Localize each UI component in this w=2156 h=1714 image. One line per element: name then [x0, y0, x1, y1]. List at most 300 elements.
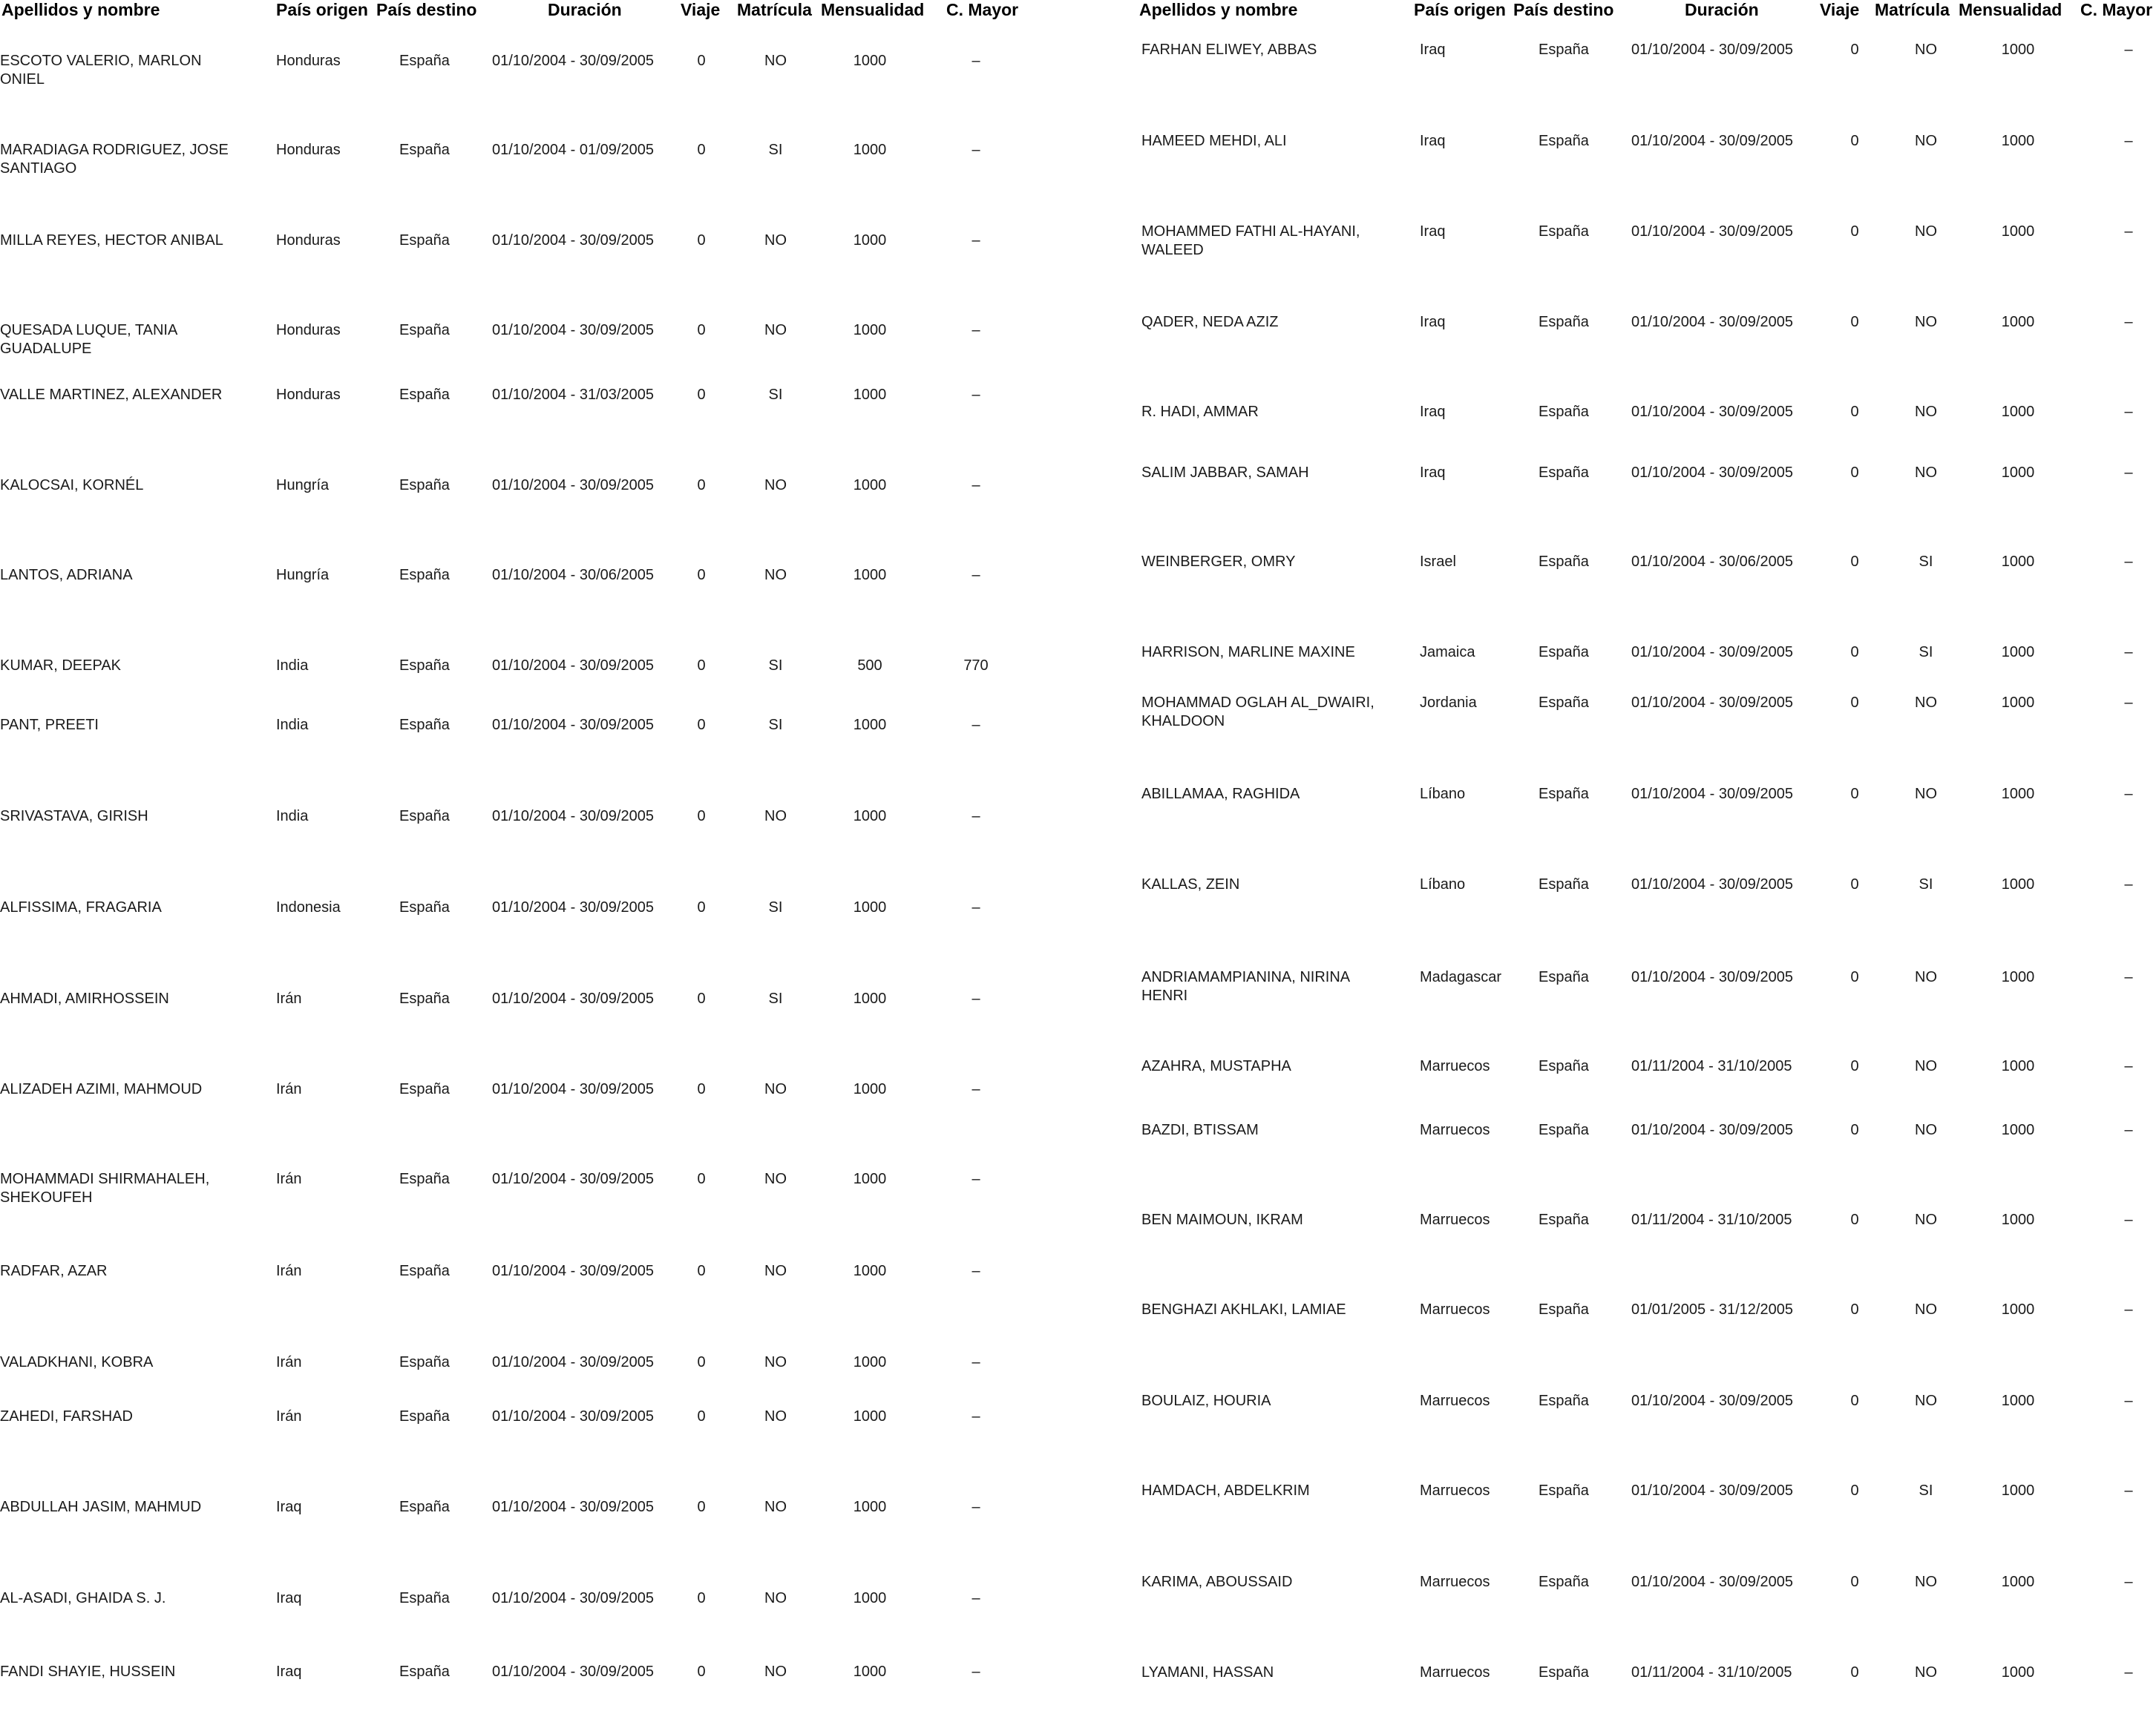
- table-row: [1078, 1121, 2156, 1166]
- cell-dest: España: [1539, 1664, 1589, 1681]
- cell-duration: 01/10/2004 - 30/09/2005: [1631, 133, 1793, 149]
- cell-origin: Honduras: [276, 53, 341, 69]
- header-name: Apellidos y nombre: [1, 0, 160, 19]
- cell-origin: Líbano: [1420, 876, 1466, 893]
- cell-trip: 0: [1850, 969, 1859, 985]
- cell-trip: 0: [1850, 1664, 1859, 1681]
- cell-dest: España: [1539, 223, 1589, 240]
- table-row: [1078, 1573, 2156, 1618]
- table-row: [1078, 403, 2156, 447]
- cell-trip: 0: [1850, 1122, 1859, 1138]
- cell-cmayor: –: [971, 1081, 980, 1097]
- cell-monthly: 1000: [2001, 1058, 2035, 1074]
- cell-dest: España: [399, 1499, 450, 1515]
- cell-dest: España: [1539, 969, 1589, 985]
- cell-monthly: 1000: [853, 1408, 887, 1425]
- cell-monthly: 1000: [2001, 1664, 2035, 1681]
- cell-origin: Marruecos: [1420, 1058, 1490, 1074]
- cell-duration: 01/10/2004 - 30/09/2005: [1631, 1393, 1793, 1409]
- cell-duration: 01/10/2004 - 30/09/2005: [492, 322, 654, 338]
- cell-origin: Iraq: [1420, 314, 1446, 330]
- cell-monthly: 1000: [2001, 464, 2035, 481]
- cell-duration: 01/10/2004 - 30/09/2005: [1631, 1122, 1793, 1138]
- table-row: [1078, 464, 2156, 508]
- cell-dest: España: [399, 717, 450, 733]
- table-row: [1078, 1301, 2156, 1345]
- cell-enrollment: NO: [764, 232, 787, 249]
- cell-name: BOULAIZ, HOURIA: [1141, 1393, 1271, 1409]
- header-trip: Viaje: [1820, 0, 1860, 19]
- cell-trip: 0: [1850, 1393, 1859, 1409]
- cell-enrollment: SI: [768, 899, 783, 916]
- cell-enrollment: NO: [1915, 1212, 1937, 1228]
- cell-enrollment: SI: [1919, 644, 1933, 660]
- cell-trip: 0: [697, 1590, 706, 1606]
- cell-name: AZAHRA, MUSTAPHA: [1141, 1058, 1291, 1074]
- cell-cmayor: –: [971, 1499, 980, 1515]
- cell-origin: Iraq: [1420, 133, 1446, 149]
- cell-origin: Honduras: [276, 142, 341, 158]
- cell-monthly: 1000: [853, 1081, 887, 1097]
- cell-duration: 01/10/2004 - 30/09/2005: [1631, 1482, 1793, 1499]
- cell-dest: España: [399, 808, 450, 824]
- cell-monthly: 1000: [2001, 1301, 2035, 1318]
- cell-name: VALADKHANI, KOBRA: [0, 1354, 154, 1370]
- cell-origin: Hungría: [276, 567, 330, 583]
- table-row: [0, 476, 1078, 521]
- cell-trip: 0: [697, 142, 706, 158]
- cell-dest: España: [1539, 1393, 1589, 1409]
- cell-enrollment: SI: [768, 142, 783, 158]
- cell-name: HAMDACH, ABDELKRIM: [1141, 1482, 1310, 1499]
- cell-cmayor: –: [2124, 464, 2133, 481]
- table-row: [0, 1080, 1078, 1125]
- cell-duration: 01/10/2004 - 30/09/2005: [492, 477, 654, 493]
- cell-cmayor: –: [971, 387, 980, 403]
- cell-cmayor: –: [971, 567, 980, 583]
- cell-dest: España: [1539, 1574, 1589, 1590]
- cell-name: AHMADI, AMIRHOSSEIN: [0, 991, 169, 1007]
- cell-duration: 01/10/2004 - 30/09/2005: [492, 1263, 654, 1279]
- cell-trip: 0: [1850, 464, 1859, 481]
- header-duration: Duración: [548, 0, 622, 19]
- cell-enrollment: NO: [764, 53, 787, 69]
- table-row: [0, 807, 1078, 852]
- cell-dest: España: [399, 232, 450, 249]
- header-monthly: Mensualidad: [1959, 0, 2062, 19]
- cell-trip: 0: [1850, 786, 1859, 802]
- table-row: [1078, 968, 2156, 1013]
- cell-name: HAMEED MEHDI, ALI: [1141, 133, 1287, 149]
- cell-enrollment: NO: [764, 1263, 787, 1279]
- table-row: [0, 1498, 1078, 1543]
- cell-dest: España: [1539, 464, 1589, 481]
- cell-enrollment: NO: [1915, 1574, 1937, 1590]
- cell-dest: España: [1539, 1058, 1589, 1074]
- table-row: [0, 899, 1078, 943]
- cell-dest: España: [399, 1354, 450, 1370]
- cell-enrollment: NO: [1915, 1122, 1937, 1138]
- cell-dest: España: [399, 477, 450, 493]
- cell-origin: Hungría: [276, 477, 330, 493]
- cell-dest: España: [399, 657, 450, 674]
- cell-name: AL-ASADI, GHAIDA S. J.: [0, 1590, 166, 1606]
- cell-trip: 0: [697, 387, 706, 403]
- cell-dest: España: [399, 567, 450, 583]
- cell-duration: 01/10/2004 - 30/09/2005: [492, 808, 654, 824]
- cell-origin: Irán: [276, 1263, 302, 1279]
- cell-name: MARADIAGA RODRIGUEZ, JOSE SANTIAGO: [0, 142, 229, 177]
- cell-name: ABILLAMAA, RAGHIDA: [1141, 786, 1300, 802]
- header-duration: Duración: [1685, 0, 1759, 19]
- cell-trip: 0: [1850, 42, 1859, 58]
- cell-origin: India: [276, 717, 309, 733]
- cell-dest: España: [399, 1590, 450, 1606]
- cell-monthly: 1000: [2001, 786, 2035, 802]
- cell-cmayor: –: [971, 1590, 980, 1606]
- cell-duration: 01/10/2004 - 30/09/2005: [492, 1499, 654, 1515]
- cell-name: ZAHEDI, FARSHAD: [0, 1408, 133, 1425]
- cell-duration: 01/10/2004 - 30/09/2005: [1631, 969, 1793, 985]
- cell-dest: España: [1539, 1301, 1589, 1318]
- cell-cmayor: –: [971, 477, 980, 493]
- cell-enrollment: NO: [1915, 404, 1937, 420]
- header-cmayor: C. Mayor: [946, 0, 1019, 19]
- cell-origin: Líbano: [1420, 786, 1466, 802]
- cell-dest: España: [399, 899, 450, 916]
- cell-duration: 01/10/2004 - 30/09/2005: [492, 1171, 654, 1187]
- cell-dest: España: [399, 1171, 450, 1187]
- cell-monthly: 1000: [2001, 969, 2035, 985]
- cell-trip: 0: [1850, 1574, 1859, 1590]
- table-row: [0, 141, 1078, 185]
- cell-monthly: 1000: [2001, 223, 2035, 240]
- cell-duration: 01/10/2004 - 30/09/2005: [492, 1590, 654, 1606]
- cell-duration: 01/10/2004 - 30/09/2005: [492, 1664, 654, 1680]
- cell-monthly: 1000: [853, 1263, 887, 1279]
- cell-duration: 01/10/2004 - 30/09/2005: [492, 1354, 654, 1370]
- cell-trip: 0: [697, 322, 706, 338]
- cell-trip: 0: [697, 1171, 706, 1187]
- cell-origin: Jamaica: [1420, 644, 1475, 660]
- header-origin: País origen: [1414, 0, 1506, 19]
- cell-dest: España: [399, 142, 450, 158]
- cell-monthly: 1000: [853, 1354, 887, 1370]
- cell-cmayor: –: [971, 899, 980, 916]
- cell-cmayor: –: [2124, 786, 2133, 802]
- cell-origin: Irán: [276, 1408, 302, 1425]
- table-row: [0, 386, 1078, 430]
- table-row: [0, 321, 1078, 366]
- cell-duration: 01/10/2004 - 30/09/2005: [1631, 1574, 1793, 1590]
- table-row: [0, 232, 1078, 276]
- table-row: [1078, 41, 2156, 85]
- cell-trip: 0: [697, 717, 706, 733]
- cell-name: BENGHAZI AKHLAKI, LAMIAE: [1141, 1301, 1346, 1318]
- cell-cmayor: –: [2124, 1122, 2133, 1138]
- cell-dest: España: [399, 322, 450, 338]
- cell-monthly: 1000: [2001, 554, 2035, 570]
- cell-monthly: 500: [857, 657, 882, 674]
- cell-monthly: 1000: [853, 808, 887, 824]
- cell-monthly: 1000: [2001, 1574, 2035, 1590]
- cell-origin: Marruecos: [1420, 1393, 1490, 1409]
- cell-monthly: 1000: [853, 567, 887, 583]
- cell-cmayor: –: [2124, 1664, 2133, 1681]
- cell-enrollment: SI: [768, 657, 783, 674]
- cell-duration: 01/10/2004 - 30/09/2005: [492, 232, 654, 249]
- cell-cmayor: –: [2124, 1482, 2133, 1499]
- cell-dest: España: [1539, 644, 1589, 660]
- cell-cmayor: –: [2124, 644, 2133, 660]
- table-row: [1078, 553, 2156, 597]
- cell-trip: 0: [697, 477, 706, 493]
- table-row: [1078, 1392, 2156, 1436]
- cell-cmayor: –: [2124, 133, 2133, 149]
- cell-enrollment: NO: [1915, 1058, 1937, 1074]
- cell-name: QUESADA LUQUE, TANIA GUADALUPE: [0, 322, 177, 357]
- cell-name: ALIZADEH AZIMI, MAHMOUD: [0, 1081, 203, 1097]
- cell-monthly: 1000: [853, 1499, 887, 1515]
- table-row: [1078, 132, 2156, 177]
- cell-trip: 0: [1850, 404, 1859, 420]
- cell-origin: Marruecos: [1420, 1212, 1490, 1228]
- cell-cmayor: –: [971, 322, 980, 338]
- cell-trip: 0: [1850, 876, 1859, 893]
- cell-dest: España: [1539, 404, 1589, 420]
- cell-cmayor: –: [2124, 223, 2133, 240]
- cell-cmayor: –: [2124, 969, 2133, 985]
- cell-cmayor: –: [2124, 695, 2133, 711]
- cell-trip: 0: [1850, 314, 1859, 330]
- table-row: [1078, 876, 2156, 920]
- cell-cmayor: –: [2124, 1301, 2133, 1318]
- cell-monthly: 1000: [2001, 314, 2035, 330]
- cell-trip: 0: [697, 1664, 706, 1680]
- cell-duration: 01/10/2004 - 30/09/2005: [1631, 695, 1793, 711]
- cell-trip: 0: [697, 808, 706, 824]
- cell-monthly: 1000: [853, 717, 887, 733]
- cell-duration: 01/10/2004 - 30/09/2005: [492, 899, 654, 916]
- cell-duration: 01/01/2005 - 31/12/2005: [1631, 1301, 1793, 1318]
- cell-name: BAZDI, BTISSAM: [1141, 1122, 1259, 1138]
- cell-monthly: 1000: [2001, 1122, 2035, 1138]
- cell-monthly: 1000: [2001, 695, 2035, 711]
- cell-cmayor: –: [971, 1354, 980, 1370]
- cell-origin: Israel: [1420, 554, 1456, 570]
- cell-dest: España: [399, 1664, 450, 1680]
- table-row: [0, 1262, 1078, 1307]
- cell-enrollment: NO: [1915, 969, 1937, 985]
- cell-cmayor: –: [2124, 314, 2133, 330]
- table-row: [1078, 1057, 2156, 1102]
- cell-enrollment: NO: [764, 1664, 787, 1680]
- cell-name: HARRISON, MARLINE MAXINE: [1141, 644, 1355, 660]
- cell-name: KUMAR, DEEPAK: [0, 657, 121, 674]
- cell-origin: Marruecos: [1420, 1122, 1490, 1138]
- cell-dest: España: [399, 991, 450, 1007]
- cell-duration: 01/10/2004 - 30/09/2005: [492, 53, 654, 69]
- cell-enrollment: NO: [764, 1408, 787, 1425]
- cell-monthly: 1000: [853, 232, 887, 249]
- cell-cmayor: –: [971, 232, 980, 249]
- cell-enrollment: NO: [764, 322, 787, 338]
- cell-origin: Iraq: [1420, 464, 1446, 481]
- cell-name: PANT, PREETI: [0, 717, 99, 733]
- cell-dest: España: [399, 1408, 450, 1425]
- cell-duration: 01/10/2004 - 30/06/2005: [492, 567, 654, 583]
- cell-name: FARHAN ELIWEY, ABBAS: [1141, 42, 1317, 58]
- cell-origin: India: [276, 808, 309, 824]
- cell-origin: Jordania: [1420, 695, 1477, 711]
- cell-enrollment: NO: [764, 1590, 787, 1606]
- header-dest: País destino: [1513, 0, 1614, 19]
- cell-origin: Marruecos: [1420, 1301, 1490, 1318]
- cell-cmayor: –: [2124, 404, 2133, 420]
- cell-name: WEINBERGER, OMRY: [1141, 554, 1296, 570]
- cell-enrollment: NO: [764, 477, 787, 493]
- table-row: [1078, 694, 2156, 738]
- cell-trip: 0: [697, 1499, 706, 1515]
- cell-trip: 0: [1850, 223, 1859, 240]
- cell-name: QADER, NEDA AZIZ: [1141, 314, 1279, 330]
- cell-duration: 01/10/2004 - 31/03/2005: [492, 387, 654, 403]
- cell-duration: 01/10/2004 - 30/09/2005: [1631, 404, 1793, 420]
- cell-trip: 0: [697, 232, 706, 249]
- cell-cmayor: –: [971, 53, 980, 69]
- cell-name: KALLAS, ZEIN: [1141, 876, 1240, 893]
- table-row: [0, 1589, 1078, 1634]
- cell-dest: España: [399, 387, 450, 403]
- cell-trip: 0: [697, 1081, 706, 1097]
- cell-trip: 0: [697, 53, 706, 69]
- cell-duration: 01/10/2004 - 30/09/2005: [1631, 223, 1793, 240]
- header-origin: País origen: [276, 0, 368, 19]
- cell-enrollment: NO: [764, 1171, 787, 1187]
- cell-origin: Irán: [276, 1171, 302, 1187]
- header-dest: País destino: [376, 0, 477, 19]
- cell-enrollment: SI: [1919, 876, 1933, 893]
- cell-dest: España: [1539, 314, 1589, 330]
- cell-enrollment: NO: [1915, 133, 1937, 149]
- cell-duration: 01/11/2004 - 31/10/2005: [1631, 1212, 1792, 1228]
- cell-monthly: 1000: [853, 322, 887, 338]
- cell-trip: 0: [1850, 1058, 1859, 1074]
- cell-origin: India: [276, 657, 309, 674]
- header-cmayor: C. Mayor: [2080, 0, 2153, 19]
- cell-duration: 01/10/2004 - 30/06/2005: [1631, 554, 1793, 570]
- cell-name: R. HADI, AMMAR: [1141, 404, 1259, 420]
- header-name: Apellidos y nombre: [1139, 0, 1298, 19]
- cell-cmayor: –: [2124, 1574, 2133, 1590]
- cell-duration: 01/10/2004 - 30/09/2005: [1631, 314, 1793, 330]
- cell-monthly: 1000: [2001, 644, 2035, 660]
- cell-dest: España: [1539, 1482, 1589, 1499]
- cell-dest: España: [1539, 1212, 1589, 1228]
- cell-origin: Marruecos: [1420, 1482, 1490, 1499]
- cell-origin: Honduras: [276, 387, 341, 403]
- cell-enrollment: NO: [1915, 314, 1937, 330]
- cell-duration: 01/10/2004 - 30/09/2005: [492, 1408, 654, 1425]
- cell-enrollment: NO: [764, 567, 787, 583]
- cell-name: RADFAR, AZAR: [0, 1263, 108, 1279]
- cell-cmayor: –: [971, 991, 980, 1007]
- cell-origin: Honduras: [276, 232, 341, 249]
- cell-enrollment: SI: [768, 991, 783, 1007]
- cell-cmayor: –: [971, 1408, 980, 1425]
- cell-cmayor: –: [971, 142, 980, 158]
- cell-origin: Iraq: [1420, 404, 1446, 420]
- cell-dest: España: [1539, 695, 1589, 711]
- cell-monthly: 1000: [2001, 1393, 2035, 1409]
- cell-dest: España: [1539, 133, 1589, 149]
- cell-name: MOHAMMADI SHIRMAHALEH, SHEKOUFEH: [0, 1171, 210, 1206]
- cell-trip: 0: [1850, 1301, 1859, 1318]
- header-trip: Viaje: [681, 0, 721, 19]
- cell-enrollment: NO: [1915, 786, 1937, 802]
- cell-enrollment: NO: [1915, 42, 1937, 58]
- cell-name: VALLE MARTINEZ, ALEXANDER: [0, 387, 223, 403]
- cell-duration: 01/10/2004 - 30/09/2005: [1631, 42, 1793, 58]
- cell-name: LYAMANI, HASSAN: [1141, 1664, 1274, 1681]
- cell-enrollment: NO: [764, 1499, 787, 1515]
- cell-duration: 01/10/2004 - 30/09/2005: [492, 1081, 654, 1097]
- cell-trip: 0: [697, 991, 706, 1007]
- cell-enrollment: NO: [764, 1354, 787, 1370]
- cell-name: KARIMA, ABOUSSAID: [1141, 1574, 1293, 1590]
- table-row: [1078, 313, 2156, 358]
- cell-monthly: 1000: [853, 1590, 887, 1606]
- cell-monthly: 1000: [2001, 1212, 2035, 1228]
- cell-trip: 0: [697, 1263, 706, 1279]
- cell-name: FANDI SHAYIE, HUSSEIN: [0, 1664, 176, 1680]
- cell-cmayor: –: [2124, 1058, 2133, 1074]
- cell-duration: 01/10/2004 - 30/09/2005: [1631, 786, 1793, 802]
- cell-monthly: 1000: [853, 1171, 887, 1187]
- cell-name: ESCOTO VALERIO, MARLON ONIEL: [0, 53, 202, 88]
- cell-monthly: 1000: [2001, 1482, 2035, 1499]
- right-table: [1078, 0, 2156, 1714]
- cell-trip: 0: [1850, 695, 1859, 711]
- cell-enrollment: NO: [1915, 464, 1937, 481]
- cell-origin: Irán: [276, 1354, 302, 1370]
- cell-trip: 0: [1850, 644, 1859, 660]
- cell-enrollment: NO: [764, 1081, 787, 1097]
- cell-enrollment: NO: [1915, 223, 1937, 240]
- cell-dest: España: [399, 1081, 450, 1097]
- cell-name: LANTOS, ADRIANA: [0, 567, 133, 583]
- cell-duration: 01/10/2004 - 30/09/2005: [492, 717, 654, 733]
- cell-duration: 01/10/2004 - 30/09/2005: [492, 657, 654, 674]
- cell-name: BEN MAIMOUN, IKRAM: [1141, 1212, 1303, 1228]
- cell-enrollment: SI: [1919, 1482, 1933, 1499]
- cell-origin: Madagascar: [1420, 969, 1502, 985]
- cell-cmayor: –: [971, 808, 980, 824]
- cell-origin: Indonesia: [276, 899, 341, 916]
- table-row: [0, 1408, 1078, 1452]
- cell-name: SRIVASTAVA, GIRISH: [0, 808, 148, 824]
- cell-trip: 0: [1850, 554, 1859, 570]
- cell-trip: 0: [697, 567, 706, 583]
- cell-monthly: 1000: [2001, 133, 2035, 149]
- cell-cmayor: –: [971, 717, 980, 733]
- table-row: [0, 657, 1078, 701]
- cell-enrollment: SI: [768, 387, 783, 403]
- table-row: [0, 566, 1078, 611]
- cell-monthly: 1000: [853, 899, 887, 916]
- cell-origin: Iraq: [1420, 223, 1446, 240]
- cell-duration: 01/11/2004 - 31/10/2005: [1631, 1664, 1792, 1681]
